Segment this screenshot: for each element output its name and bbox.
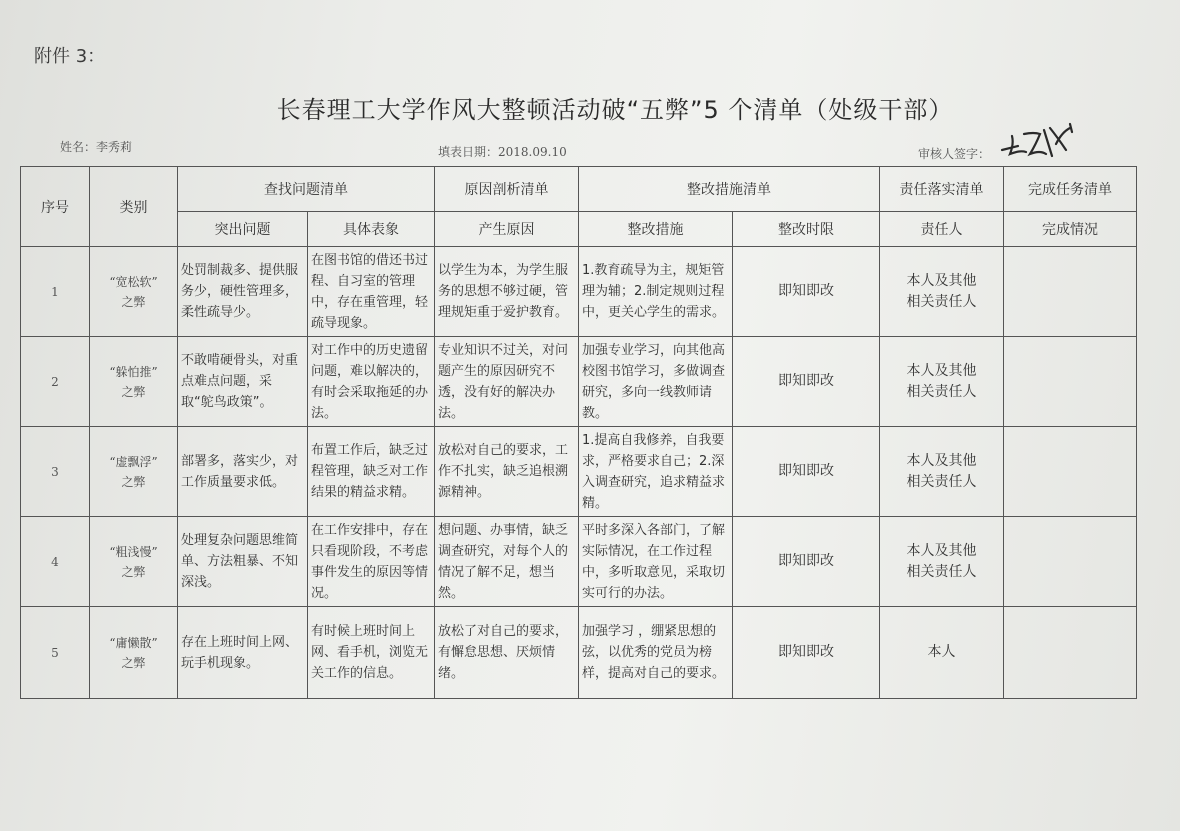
person-line-1: 本人 — [927, 644, 956, 660]
prominent-problem-cell: 存在上班时间上网、玩手机现象。 — [178, 607, 308, 699]
person-cell — [880, 517, 1004, 607]
category-suffix: 之弊 — [121, 564, 146, 579]
header-measures: 整改措施 — [579, 212, 733, 247]
category-name: “庸懒散” — [109, 635, 158, 650]
header-responsibility: 责任落实清单 — [880, 167, 1004, 212]
table-row — [21, 517, 1137, 607]
person-line-1: 本人及其他 — [906, 542, 977, 559]
header-rectification: 整改措施清单 — [579, 167, 880, 212]
person-line-2: 相关责任人 — [906, 473, 977, 490]
deadline-cell: 即知即改 — [733, 517, 880, 607]
person-cell — [880, 427, 1004, 517]
category-suffix: 之弊 — [121, 474, 146, 489]
header-row-1 — [21, 167, 1137, 212]
person-cell — [880, 337, 1004, 427]
table-row — [21, 607, 1137, 699]
row-number: 2 — [21, 337, 90, 427]
manifestation-cell: 有时候上班时间上网、看手机，浏览无关工作的信息。 — [308, 607, 435, 699]
header-category: 类别 — [90, 167, 178, 247]
header-status: 完成情况 — [1004, 212, 1137, 247]
header-prominent: 突出问题 — [178, 212, 308, 247]
cause-cell: 放松对自己的要求，工作不扎实，缺乏追根溯源精神。 — [435, 427, 579, 517]
row-category — [90, 427, 178, 517]
category-suffix: 之弊 — [121, 294, 146, 309]
prominent-problem-cell: 处理复杂问题思维简单、方法粗暴、不知深浅。 — [178, 517, 308, 607]
category-name: “宽松软” — [109, 274, 158, 289]
header-seq: 序号 — [21, 167, 90, 247]
document-title: 长春理工大学作风大整顿活动破“五弊”5 个清单（处级干部） — [276, 96, 954, 124]
person-line-1: 本人及其他 — [906, 452, 977, 469]
prominent-problem-cell: 处罚制裁多、提供服务少，硬性管理多，柔性疏导少。 — [178, 247, 308, 337]
header-deadline: 整改时限 — [733, 212, 880, 247]
row-category — [90, 337, 178, 427]
deadline-cell: 即知即改 — [733, 607, 880, 699]
measures-cell: 加强专业学习，向其他高校图书馆学习，多做调查研究，多向一线教师请教。 — [579, 337, 733, 427]
measures-cell: 加强学习 ，绷紧思想的弦，以优秀的党员为榜样，提高对自己的要求。 — [579, 607, 733, 699]
category-suffix: 之弊 — [121, 655, 146, 670]
row-number: 1 — [21, 247, 90, 337]
row-number: 5 — [21, 607, 90, 699]
deadline-cell: 即知即改 — [733, 247, 880, 337]
cause-cell: 专业知识不过关，对问题产生的原因研究不透，没有好的解决办法。 — [435, 337, 579, 427]
header-cause-analysis: 原因剖析清单 — [435, 167, 579, 212]
header-manifestation: 具体表象 — [308, 212, 435, 247]
prominent-problem-cell: 不敢啃硬骨头，对重点难点问题，采取“鸵鸟政策”。 — [178, 337, 308, 427]
manifestation-cell: 在工作安排中，存在只看现阶段，不考虑事件发生的原因等情况。 — [308, 517, 435, 607]
category-name: “粗浅慢” — [109, 544, 158, 559]
prominent-problem-cell: 部署多，落实少，对工作质量要求低。 — [178, 427, 308, 517]
status-cell — [1004, 607, 1137, 699]
table-row — [21, 427, 1137, 517]
person-cell — [880, 247, 1004, 337]
five-shortcomings-table — [20, 166, 1137, 699]
header-completion: 完成任务清单 — [1004, 167, 1137, 212]
category-name: “虚飘浮” — [109, 454, 158, 469]
status-cell — [1004, 247, 1137, 337]
status-cell — [1004, 517, 1137, 607]
status-cell — [1004, 427, 1137, 517]
person-line-1: 本人及其他 — [906, 362, 977, 379]
category-suffix: 之弊 — [121, 384, 146, 399]
reviewer-signature-label: 审核人签字： — [918, 147, 991, 161]
table-row — [21, 337, 1137, 427]
measures-cell: 平时多深入各部门，了解实际情况，在工作过程中，多听取意见，采取切实可行的办法。 — [579, 517, 733, 607]
table-row — [21, 247, 1137, 337]
person-line-2: 相关责任人 — [906, 293, 977, 310]
header-row-2 — [21, 212, 1137, 247]
person-line-1: 本人及其他 — [906, 272, 977, 289]
cause-cell: 想问题、办事情，缺乏调查研究，对每个人的情况了解不足，想当然。 — [435, 517, 579, 607]
manifestation-cell: 对工作中的历史遗留问题，难以解决的，有时会采取拖延的办法。 — [308, 337, 435, 427]
header-cause: 产生原因 — [435, 212, 579, 247]
header-find-problems: 查找问题清单 — [178, 167, 435, 212]
deadline-cell: 即知即改 — [733, 427, 880, 517]
person-cell — [880, 607, 1004, 699]
category-name: “躲怕推” — [109, 364, 158, 379]
row-number: 4 — [21, 517, 90, 607]
fill-date-field: 填表日期：2018.09.10 — [438, 145, 567, 159]
measures-cell: 1.教育疏导为主，规矩管理为辅；2.制定规则过程中，更关心学生的需求。 — [579, 247, 733, 337]
row-category — [90, 607, 178, 699]
cause-cell: 放松了对自己的要求，有懈怠思想、厌烦情绪。 — [435, 607, 579, 699]
person-line-2: 相关责任人 — [906, 563, 977, 580]
status-cell — [1004, 337, 1137, 427]
header-person: 责任人 — [880, 212, 1004, 247]
handwritten-signature — [1000, 120, 1080, 170]
cause-cell: 以学生为本，为学生服务的思想不够过硬，管理规矩重于爱护教育。 — [435, 247, 579, 337]
person-line-2: 相关责任人 — [906, 383, 977, 400]
manifestation-cell: 布置工作后，缺乏过程管理，缺乏对工作结果的精益求精。 — [308, 427, 435, 517]
row-category — [90, 517, 178, 607]
measures-cell: 1.提高自我修养，自我要求，严格要求自己；2.深入调查研究，追求精益求精。 — [579, 427, 733, 517]
name-field: 姓名：李秀莉 — [60, 140, 133, 154]
manifestation-cell: 在图书馆的借还书过程、自习室的管理中，存在重管理，轻疏导现象。 — [308, 247, 435, 337]
row-number: 3 — [21, 427, 90, 517]
deadline-cell: 即知即改 — [733, 337, 880, 427]
attachment-label: 附件 3： — [34, 46, 106, 67]
row-category — [90, 247, 178, 337]
